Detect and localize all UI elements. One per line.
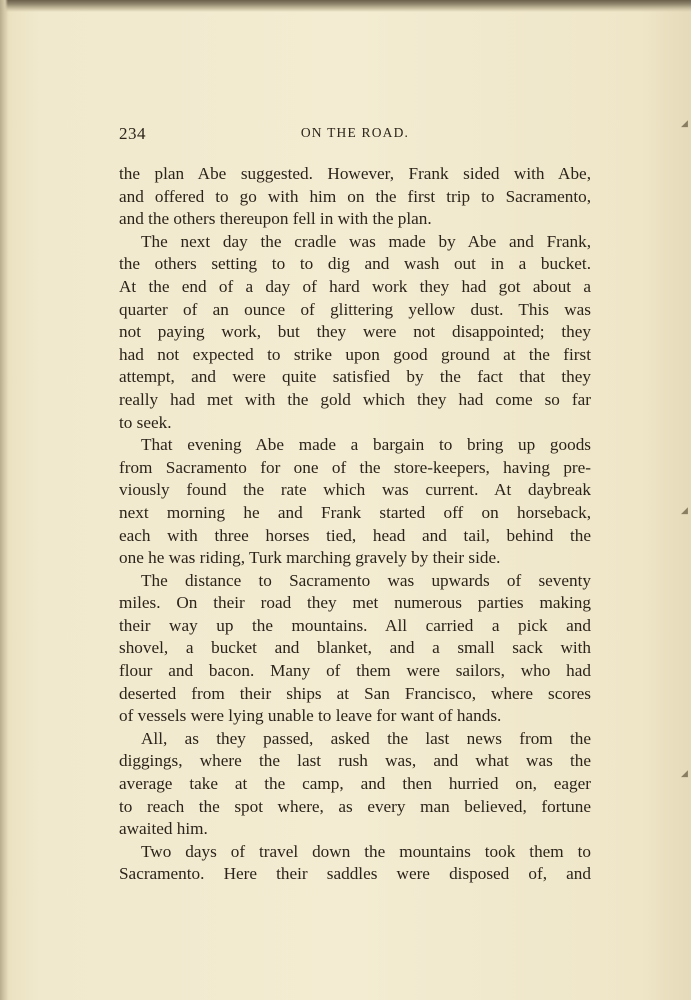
text-line: and the others thereupon fell in with the plan. [119,209,432,229]
page-binding-edge [0,0,8,1000]
page-header [119,124,591,148]
text-line: attempt, and were quite satisfied by the fact that they [119,367,591,387]
text-line: of vessels were lying unable to leave for want of hands. [119,706,502,726]
text-line: miles. On their road they met numerous parties making [119,593,591,613]
text-line: next morning he and Frank started off on horseback, [119,502,591,522]
text-line: That evening Abe made a bargain to bring up goods [141,435,591,455]
body-text [119,163,591,886]
text-line: viously found the rate which was current. At daybreak [119,480,591,500]
margin-mark-icon: ◢ [681,505,688,515]
page-top-edge [0,0,691,12]
text-line: average take at the camp, and then hurried on, eager [119,774,591,794]
text-line: At the end of a day of hard work they had got about a [119,276,591,296]
text-line: to reach the spot where, as every man believed, fortune [119,796,591,816]
page-number: 234 [119,124,146,143]
text-line: shovel, a bucket and blanket, and a small sack with [119,638,591,658]
text-line: Two days of travel down the mountains took them to [141,841,591,861]
text-line: The distance to Sacramento was upwards of seventy [141,570,591,590]
text-line: Sacramento. Here their saddles were disposed of, and [119,864,591,884]
text-line: flour and bacon. Many of them were sailors, who had [119,661,591,681]
text-line: each with three horses tied, head and tail, behind the [119,525,591,545]
text-line: to seek. [119,412,172,432]
running-head: ON THE ROAD. [300,125,410,140]
margin-mark-icon: ◢ [681,768,688,778]
text-line: had not expected to strike upon good ground at the first [119,344,591,364]
text-line: from Sacramento for one of the store-keepers, having pre- [119,457,591,477]
text-line: their way up the mountains. All carried a pick and [119,615,591,635]
text-line: not paying work, but they were not disappointed; they [119,322,591,342]
text-line: The next day the cradle was made by Abe and Frank, [141,231,591,251]
margin-mark-icon: ◢ [681,118,688,128]
text-line: All, as they passed, asked the last news from the [141,728,591,748]
text-line: awaited him. [119,819,208,839]
text-line: and offered to go with him on the first trip to Sacramento, [119,186,591,206]
text-line: the others setting to to dig and wash out in a bucket. [119,254,591,274]
text-line: the plan Abe suggested. However, Frank sided with Abe, [119,164,591,183]
text-line: deserted from their ships at San Francisco, where scores [119,683,591,703]
text-line: quarter of an ounce of glittering yellow dust. This was [119,299,591,319]
text-line: diggings, where the last rush was, and what was the [119,751,591,771]
text-line: one he was riding, Turk marching gravely by their side. [119,548,501,568]
text-line: really had met with the gold which they had come so far [119,389,591,409]
